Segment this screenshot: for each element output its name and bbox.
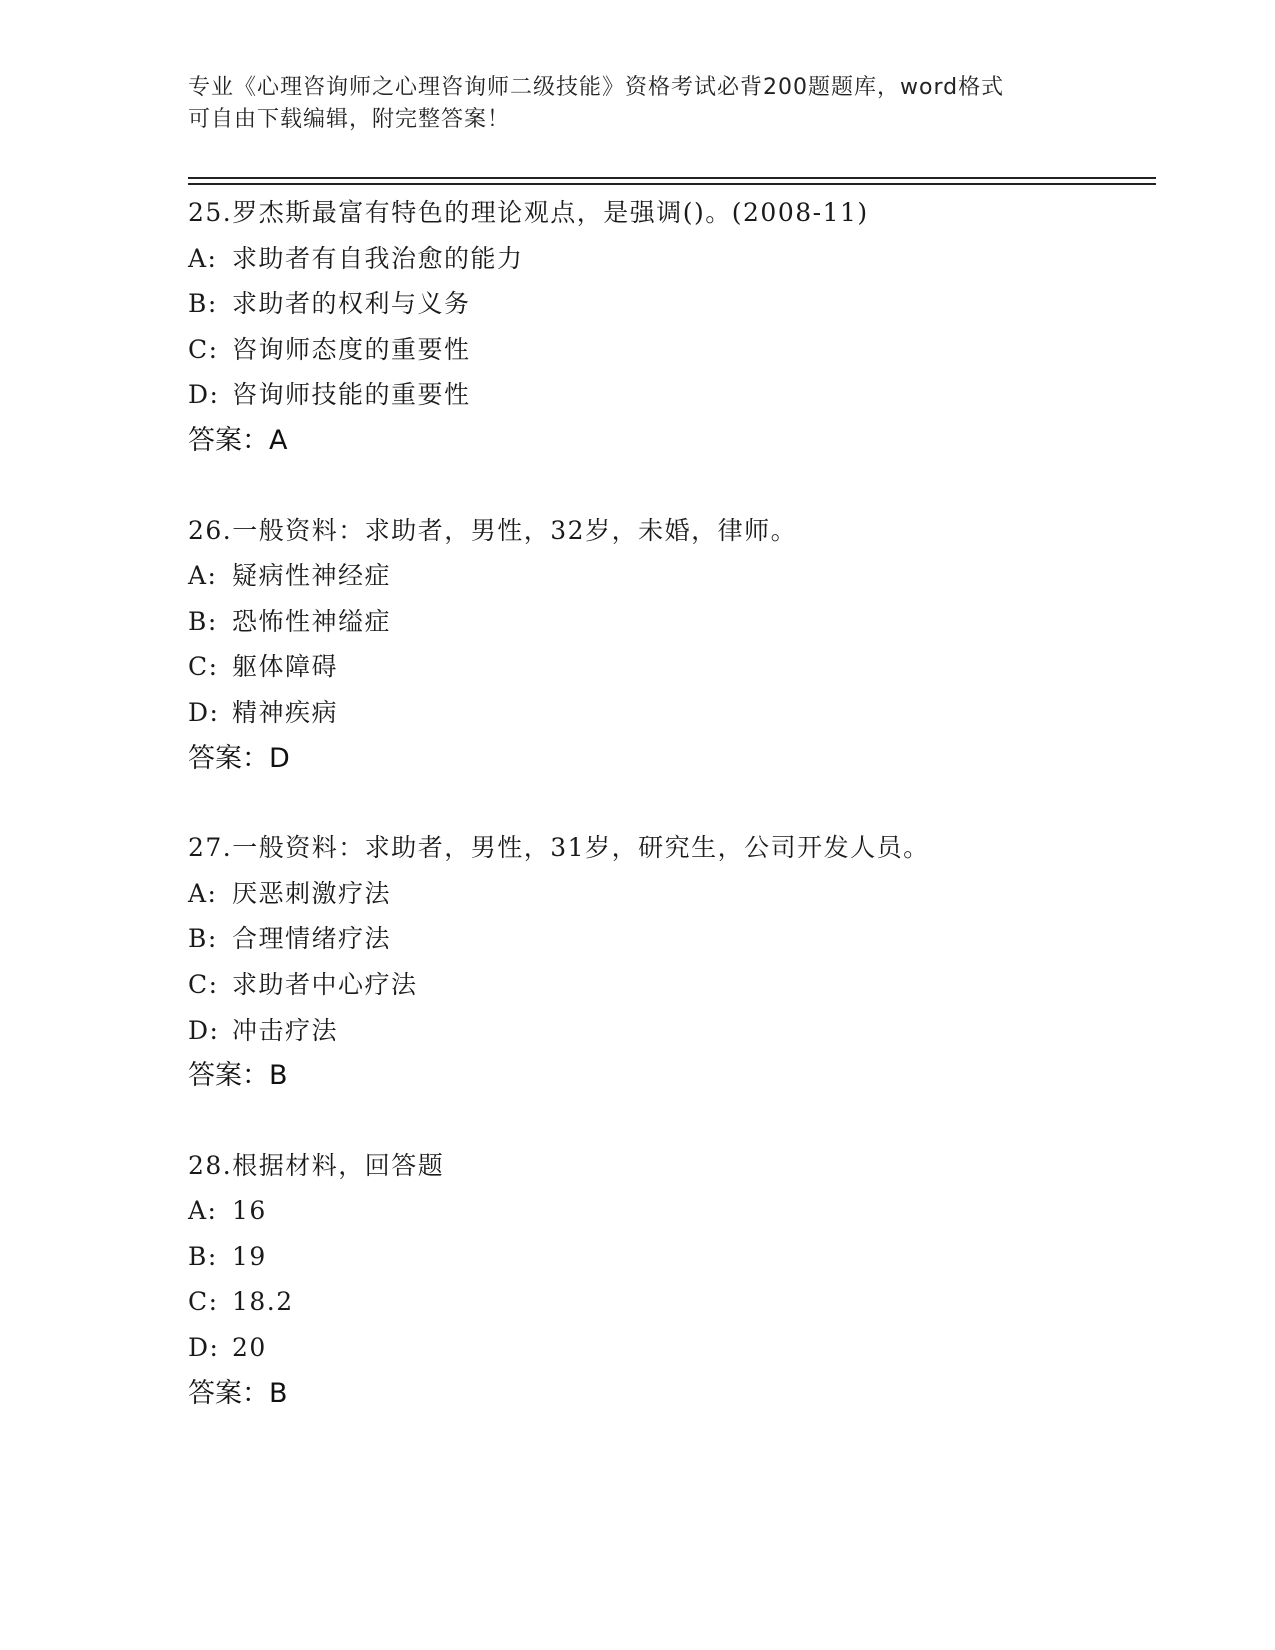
option-key: D: — [188, 1333, 220, 1363]
option-key: C: — [188, 334, 219, 364]
option-b — [188, 916, 1148, 962]
option-text: 16 — [232, 1196, 267, 1226]
header-divider-bottom — [188, 183, 1156, 185]
answer-value: B — [269, 1377, 288, 1409]
document-header — [188, 72, 1068, 136]
option-key: A: — [188, 878, 218, 908]
option-key: C: — [188, 969, 219, 999]
answer-value: D — [269, 742, 290, 774]
option-text: 恐怖性神缢症 — [232, 606, 392, 636]
option-key: B: — [188, 606, 218, 636]
question-stem: 25.罗杰斯最富有特色的理论观点，是强调()。(2008-11) — [188, 198, 869, 227]
question-stem: 27.一般资料：求助者，男性，31岁，研究生，公司开发人员。 — [188, 833, 930, 863]
option-d — [188, 690, 1148, 736]
option-c — [188, 327, 1148, 373]
answer-line — [188, 1371, 1148, 1417]
question-25 — [188, 190, 1148, 464]
answer-line — [188, 1053, 1148, 1099]
option-b — [188, 281, 1148, 327]
question-stem: 26.一般资料：求助者，男性，32岁，未婚，律师。 — [188, 515, 798, 545]
option-key: B: — [188, 1241, 218, 1271]
header-line-1: 专业《心理咨询师之心理咨询师二级技能》资格考试必背200题题库，word格式 — [188, 75, 1005, 100]
option-text: 咨询师技能的重要性 — [232, 380, 471, 410]
option-b — [188, 1234, 1148, 1280]
option-d — [188, 1325, 1148, 1371]
option-key: D: — [188, 1015, 220, 1045]
question-list — [188, 190, 1148, 1416]
option-text: 厌恶刺激疗法 — [232, 878, 392, 908]
answer-line — [188, 418, 1148, 464]
option-a — [188, 871, 1148, 917]
option-text: 精神疾病 — [232, 697, 339, 727]
option-text: 求助者中心疗法 — [232, 969, 418, 999]
question-28 — [188, 1143, 1148, 1417]
option-text: 求助者的权利与义务 — [232, 289, 471, 319]
header-divider-top — [188, 177, 1156, 179]
option-a — [188, 236, 1148, 282]
option-key: C: — [188, 1287, 219, 1317]
option-d — [188, 1008, 1148, 1054]
answer-value: A — [269, 424, 288, 456]
option-key: B: — [188, 924, 218, 954]
option-key: B: — [188, 289, 218, 319]
option-key: A: — [188, 243, 218, 273]
answer-label: 答案： — [188, 424, 269, 456]
option-key: A: — [188, 1196, 218, 1226]
answer-label: 答案： — [188, 742, 269, 774]
header-line-2: 可自由下载编辑，附完整答案！ — [188, 107, 511, 132]
answer-value: B — [269, 1060, 288, 1092]
option-d — [188, 372, 1148, 418]
option-text: 合理情绪疗法 — [232, 924, 392, 954]
option-text: 求助者有自我治愈的能力 — [232, 243, 524, 273]
option-c — [188, 962, 1148, 1008]
option-text: 19 — [232, 1241, 267, 1271]
option-c — [188, 1279, 1148, 1325]
option-text: 躯体障碍 — [232, 652, 339, 682]
question-27 — [188, 825, 1148, 1099]
option-c — [188, 644, 1148, 690]
option-a — [188, 553, 1148, 599]
option-key: D: — [188, 380, 220, 410]
question-26 — [188, 508, 1148, 782]
question-stem: 28.根据材料，回答题 — [188, 1150, 445, 1180]
answer-line — [188, 736, 1148, 782]
option-text: 18.2 — [232, 1287, 294, 1317]
answer-label: 答案： — [188, 1060, 269, 1092]
option-a — [188, 1188, 1148, 1234]
option-key: C: — [188, 652, 219, 682]
option-text: 咨询师态度的重要性 — [232, 334, 471, 364]
option-text: 20 — [232, 1333, 267, 1363]
option-text: 疑病性神经症 — [232, 561, 392, 591]
option-text: 冲击疗法 — [232, 1015, 339, 1045]
option-key: A: — [188, 561, 218, 591]
option-key: D: — [188, 697, 220, 727]
answer-label: 答案： — [188, 1377, 269, 1409]
option-b — [188, 599, 1148, 645]
